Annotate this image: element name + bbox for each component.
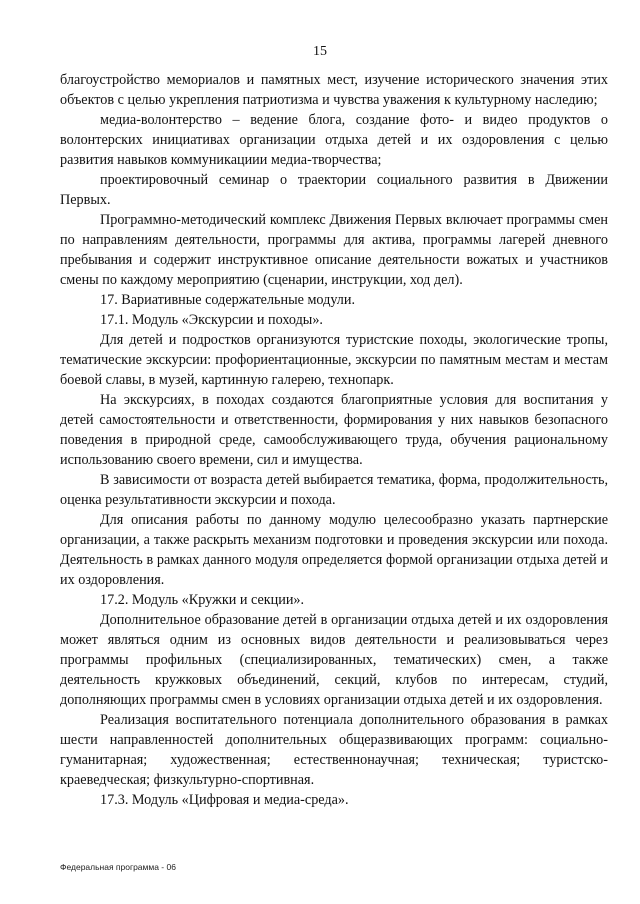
paragraph: Реализация воспитательного потенциала дополнительного образования в рамках шести направленностей дополнительных общеразвивающих программ: социально-гуманитарная; художественная; естественнонаучная; техническая; туристско-краеведческая; физкультурно-спортивная.: [60, 712, 608, 788]
page-body: [60, 70, 608, 810]
paragraph: На экскурсиях, в походах создаются благоприятные условия для воспитания у детей самостоятельности и ответственности, формирования у них навыков безопасного поведения в природной среде, самообслуживающего труда, обучения рациональному использованию своего времени, сил и имущества.: [60, 392, 608, 468]
section-heading: 17.2. Модуль «Кружки и секции».: [100, 592, 305, 608]
section-heading: 17.3. Модуль «Цифровая и медиа-среда».: [100, 792, 349, 808]
paragraph: В зависимости от возраста детей выбирается тематика, форма, продолжительность, оценка результативности экскурсии и похода.: [60, 472, 608, 508]
section-heading: 17.1. Модуль «Экскурсии и походы».: [100, 312, 323, 328]
paragraph: Для детей и подростков организуются туристские походы, экологические тропы, тематические экскурсии: профориентационные, экскурсии по памятным местам и местам боевой славы, в музей, картинную галерею, технопарк.: [60, 332, 608, 388]
paragraph: Для описания работы по данному модулю целесообразно указать партнерские организации, а также раскрыть механизм подготовки и проведения экскурсии или похода. Деятельность в рамках данного модуля определяется формой организации отдыха детей и их оздоровления.: [60, 512, 608, 588]
page-number: 15: [313, 44, 327, 59]
paragraph: Дополнительное образование детей в организации отдыха детей и их оздоровления может являться одним из основных видов деятельности и реализовываться через программы профильных (специализированных, тематических) смен, а также деятельность кружковых объединений, секций, клубов по интересам, студий, дополняющих программы смен в условиях организации отдыха детей и их оздоровления.: [60, 612, 608, 708]
section-heading: 17. Вариативные содержательные модули.: [100, 292, 356, 308]
paragraph: благоустройство мемориалов и памятных мест, изучение исторического значения этих объектов с целью укрепления патриотизма и чувства уважения к культурному наследию;: [60, 72, 608, 108]
paragraph: медиа-волонтерство – ведение блога, создание фото- и видео продуктов о волонтерских инициативах организации отдыха детей и их оздоровления с целью развития навыков коммуникациии медиа-творчества;: [60, 112, 608, 168]
page-footer: Федеральная программа - 06: [60, 862, 176, 872]
paragraph: проектировочный семинар о траектории социального развития в Движении Первых.: [60, 172, 608, 208]
paragraph: Программно-методический комплекс Движения Первых включает программы смен по направлениям деятельности, программы для актива, программы лагерей дневного пребывания и содержит инструктивное описание деятельности вожатых и участников смены по каждому мероприятию (сценарии, инструкции, ход дел).: [60, 212, 608, 288]
